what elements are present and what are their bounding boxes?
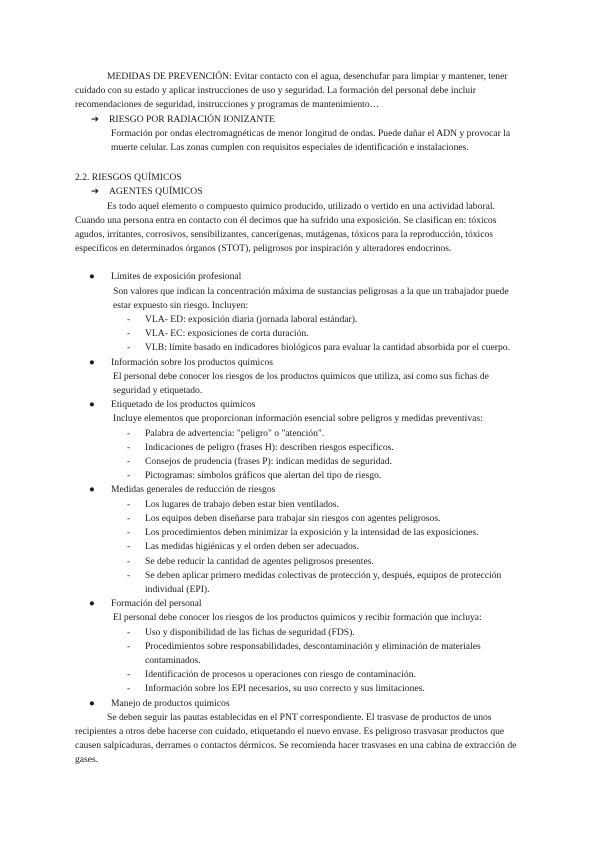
dash-icon: - bbox=[127, 569, 131, 581]
bullet-chemical-information bbox=[75, 356, 520, 370]
dash-icon: - bbox=[127, 541, 131, 553]
bullet-chemical-handling bbox=[75, 697, 520, 711]
bullet-title: Límites de exposición profesional bbox=[111, 271, 242, 283]
list-item: - Información sobre los EPI necesarios, su uso correcto y sus limitaciones. bbox=[75, 682, 520, 696]
agents-definition-paragraph: Es todo aquel elemento o compuesto químico producido, utilizado o vertido en una actividad laboral. Cuando una persona entra en contacto con él decimos que ha sufrido una exposición. Se clasifican en: tóxicos agudos, irritantes, corrosivos, sensibilizantes, cancerígenas, mutágenas, tóxicos para la reproducción, tóxicos específicos en determinados órganos (STOT), peligrosos por inspiración y alteradores endocrinos. bbox=[75, 200, 497, 255]
dash-icon: - bbox=[127, 342, 131, 354]
arrow-icon: ➔ bbox=[91, 186, 100, 198]
section-title: 2.2. RIESGOS QUÍMICOS bbox=[75, 172, 182, 184]
dash-icon: - bbox=[127, 669, 131, 681]
bullet-body: El personal debe conocer los riesgos de los productos químicos que utiliza, así como sus fichas de seguridad y etiquetado. bbox=[113, 370, 489, 397]
dash-icon: - bbox=[127, 470, 131, 482]
bullet-icon: ● bbox=[89, 271, 95, 283]
bullet-staff-training bbox=[75, 597, 520, 611]
list-item: - Los lugares de trabajo deben estar bien ventilados. bbox=[75, 498, 520, 512]
list-item: - VLA- ED: exposición diaria (jornada laboral estándar). bbox=[75, 313, 520, 327]
dash-icon: - bbox=[127, 427, 131, 439]
bullet-title: Medidas generales de reducción de riesgos bbox=[111, 484, 276, 496]
bullet-exposure-limits bbox=[75, 270, 520, 284]
prevention-measures-paragraph: MEDIDAS DE PREVENCIÓN: Evitar contacto con el agua, desenchufar para limpiar y mantener, tener cuidado con su estado y aplicar instrucciones de uso y seguridad. La formación del personal debe incluir recomendaciones de seguridad, instrucciones y programas de mantenimiento… bbox=[75, 71, 508, 111]
dash-icon: - bbox=[127, 512, 131, 524]
dash-icon: - bbox=[127, 527, 131, 539]
dash-icon: - bbox=[127, 555, 131, 567]
handling-paragraph: Se deben seguir las pautas establecidas en el PNT correspondiente. El trasvase de productos de unos recipientes a otros debe hacerse con cuidado, etiquetando el nuevo envase. Es peligroso trasvasar productos que causen salpicaduras, derrames o contactos dérmicos. Se recomienda hacer trasvases en una cabina de extracción de gases. bbox=[75, 711, 517, 766]
dash-icon: - bbox=[127, 498, 131, 510]
list-item: - Indicaciones de peligro (frases H): describen riesgos específicos. bbox=[75, 441, 520, 455]
bullet-body: Son valores que indican la concentración máxima de sustancias peligrosas a la que un trabajador puede estar expuesto sin riesgo. Incluyen: bbox=[113, 285, 509, 311]
list-item: - Los procedimientos deben minimizar la exposición y la intensidad de las exposiciones. bbox=[75, 526, 520, 540]
bullet-list bbox=[75, 270, 520, 710]
agents-heading-line bbox=[75, 185, 520, 199]
bullet-icon: ● bbox=[89, 598, 95, 610]
list-item: - VLA- EC: exposiciones de corta duración. bbox=[75, 327, 520, 341]
list-item: - VLB: límite basado en indicadores biológicos para evaluar la cantidad absorbida por el cuerpo. bbox=[75, 341, 520, 355]
radiation-heading: RIESGO POR RADIACIÓN IONIZANTE bbox=[109, 113, 276, 125]
list-item: - Los equipos deben diseñarse para trabajar sin riesgos con agentes peligrosos. bbox=[75, 512, 520, 526]
dash-icon: - bbox=[127, 683, 131, 695]
list-item: - Consejos de prudencia (frases P): indican medidas de seguridad. bbox=[75, 455, 520, 469]
bullet-icon: ● bbox=[89, 697, 95, 709]
bullet-title: Formación del personal bbox=[111, 598, 202, 610]
agents-heading: AGENTES QUÍMICOS bbox=[109, 186, 203, 198]
radiation-heading-line bbox=[75, 113, 520, 127]
list-item: - Se debe reducir la cantidad de agentes peligrosos presentes. bbox=[75, 555, 520, 569]
bullet-title: Manejo de productos químicos bbox=[111, 697, 230, 709]
dash-icon: - bbox=[127, 314, 131, 326]
bullet-body: El personal debe conocer los riesgos de los productos químicos y recibir formación que incluya: bbox=[113, 612, 482, 624]
bullet-icon: ● bbox=[89, 399, 95, 411]
list-item: - Procedimientos sobre responsabilidades, descontaminación y eliminación de materiales contaminados. bbox=[127, 640, 481, 666]
arrow-icon: ➔ bbox=[91, 113, 100, 125]
radiation-paragraph: Formación por ondas electromagnéticas de menor longitud de ondas. Puede dañar el ADN y provocar la muerte celular. Las zonas cumplen con requisitos especiales de identificación e instalaciones. bbox=[111, 127, 511, 154]
bullet-title: Información sobre los productos químicos bbox=[111, 356, 273, 368]
bullet-risk-reduction bbox=[75, 483, 520, 497]
bullet-title: Etiquetado de los productos químicos bbox=[111, 399, 256, 411]
bullet-labeling bbox=[75, 398, 520, 412]
list-item: - Identificación de procesos u operaciones con riesgo de contaminación. bbox=[75, 668, 520, 682]
dash-icon: - bbox=[127, 640, 131, 652]
list-item: - Se deben aplicar primero medidas colectivas de protección y, después, equipos de protección individual (EPI). bbox=[127, 569, 502, 595]
list-item: - Uso y disponibilidad de las fichas de seguridad (FDS). bbox=[75, 626, 520, 640]
document-page bbox=[75, 70, 520, 768]
dash-icon: - bbox=[127, 441, 131, 453]
list-item: - Las medidas higiénicas y el orden deben ser adecuados. bbox=[75, 540, 520, 554]
bullet-body: Incluye elementos que proporcionan información esencial sobre peligros y medidas preventivas: bbox=[113, 413, 483, 425]
dash-icon: - bbox=[127, 456, 131, 468]
bullet-icon: ● bbox=[89, 484, 95, 496]
bullet-icon: ● bbox=[89, 356, 95, 368]
list-item: - Pictogramas: símbolos gráficos que alertan del tipo de riesgo. bbox=[75, 469, 520, 483]
dash-icon: - bbox=[127, 328, 131, 340]
dash-icon: - bbox=[127, 626, 131, 638]
list-item: - Palabra de advertencia: "peligro" o "atención". bbox=[75, 427, 520, 441]
